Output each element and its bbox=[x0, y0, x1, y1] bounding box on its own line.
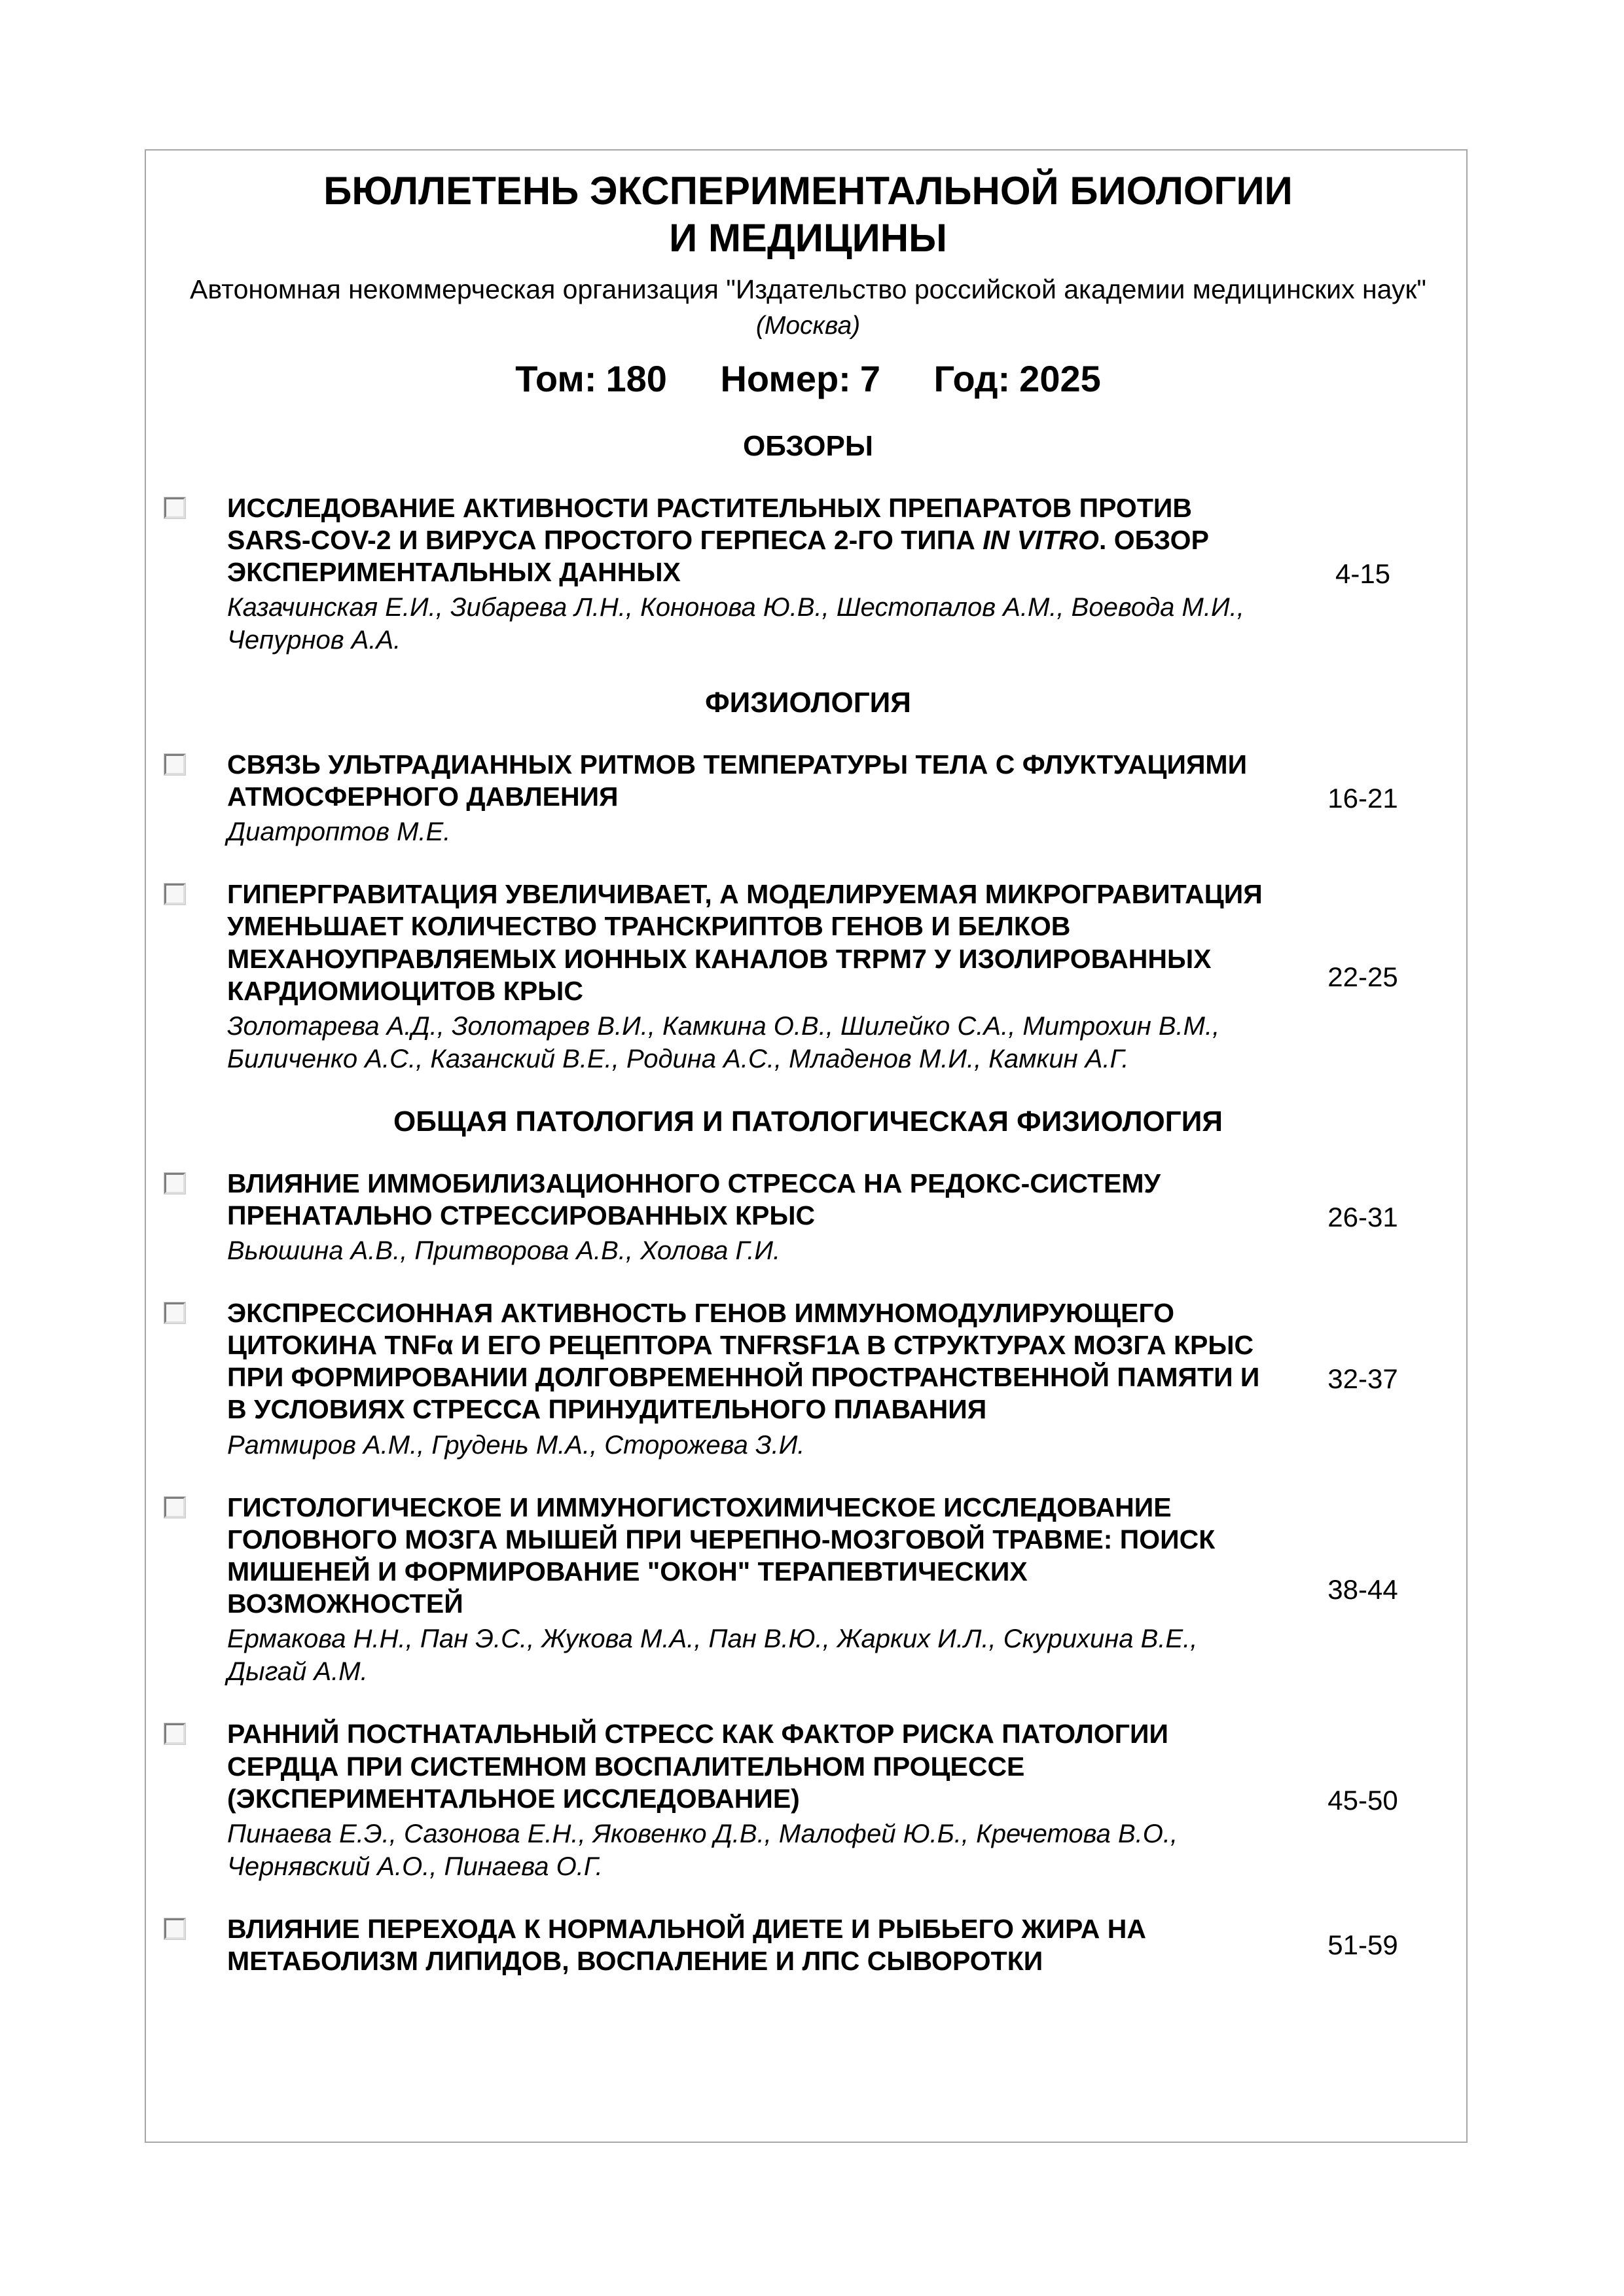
article-title: ГИПЕРГРАВИТАЦИЯ УВЕЛИЧИВАЕТ, А МОДЕЛИРУЕМАЯ МИКРОГРАВИТАЦИЯ УМЕНЬШАЕТ КОЛИЧЕСТВО ТРАНСКРИПТОВ ГЕНОВ И БЕЛКОВ МЕХАНОУПРАВЛЯЕМЫХ ИОННЫХ КАНАЛОВ TRPM7 У ИЗОЛИРОВАННЫХ КАРДИОМИОЦИТОВ КРЫС bbox=[227, 879, 1263, 1006]
article-text bbox=[227, 1492, 1265, 1689]
article-authors: Вьюшина А.В., Притворова А.В., Холова Г.И. bbox=[227, 1236, 781, 1265]
article-title: ГИСТОЛОГИЧЕСКОЕ И ИММУНОГИСТОХИМИЧЕСКОЕ ИССЛЕДОВАНИЕ ГОЛОВНОГО МОЗГА МЫШЕЙ ПРИ ЧЕРЕПНО-МОЗГОВОЙ ТРАВМЕ: ПОИСК МИШЕНЕЙ И ФОРМИРОВАНИЕ "ОКОН" ТЕРАПЕВТИЧЕСКИХ ВОЗМОЖНОСТЕЙ bbox=[227, 1492, 1216, 1619]
article-row bbox=[155, 1913, 1461, 1977]
publisher-name: Автономная некоммерческая организация "Издательство российской академии медицинских наук" bbox=[190, 274, 1426, 304]
year-label: Год: bbox=[933, 358, 1011, 400]
number-value: 7 bbox=[859, 358, 880, 400]
article-pages: 45-50 bbox=[1327, 1785, 1398, 1816]
article-pages: 22-25 bbox=[1327, 961, 1398, 992]
section-heading-physiology: ФИЗИОЛОГИЯ bbox=[705, 687, 911, 719]
article-title: ЭКСПРЕССИОННАЯ АКТИВНОСТЬ ГЕНОВ ИММУНОМОДУЛИРУЮЩЕГО ЦИТОКИНА TNFα И ЕГО РЕЦЕПТОРА TNFRSF1A В СТРУКТУРАХ МОЗГА КРЫС ПРИ ФОРМИРОВАНИИ ДОЛГОВРЕМЕННОЙ ПРОСТРАНСТВЕННОЙ ПАМЯТИ И В УСЛОВИЯХ СТРЕССА ПРИНУДИТЕЛЬНОГО ПЛАВАНИЯ bbox=[227, 1297, 1260, 1425]
article-pages: 51-59 bbox=[1327, 1929, 1398, 1961]
article-pages: 26-31 bbox=[1327, 1201, 1398, 1232]
number-label: Номер: bbox=[720, 358, 851, 400]
article-checkbox[interactable] bbox=[164, 1173, 185, 1194]
article-text bbox=[227, 1168, 1265, 1267]
article-checkbox[interactable] bbox=[164, 754, 185, 775]
year-group bbox=[934, 357, 1101, 400]
article-row bbox=[155, 492, 1461, 657]
article-text bbox=[227, 1718, 1265, 1883]
article-authors: Ратмиров А.М., Грудень М.А., Сторожева З.И. bbox=[227, 1430, 805, 1460]
article-pages: 4-15 bbox=[1335, 558, 1391, 590]
article-pages: 38-44 bbox=[1327, 1574, 1398, 1605]
article-title: СВЯЗЬ УЛЬТРАДИАННЫХ РИТМОВ ТЕМПЕРАТУРЫ ТЕЛА С ФЛУКТУАЦИЯМИ АТМОСФЕРНОГО ДАВЛЕНИЯ bbox=[227, 749, 1248, 812]
article-authors: Золотарева А.Д., Золотарев В.И., Камкина О.В., Шилейко С.А., Митрохин В.М., Биличенко А.С., Казанский В.Е., Родина А.С., Младенов М.И., Камкин А.Г. bbox=[227, 1011, 1220, 1073]
article-text bbox=[227, 1297, 1265, 1462]
article-pages: 32-37 bbox=[1327, 1363, 1398, 1395]
journal-header bbox=[155, 168, 1461, 400]
article-authors: Пинаева Е.Э., Сазонова Е.Н., Яковенко Д.В., Малофей Ю.Б., Кречетова В.О., Чернявский А.О., Пинаева О.Г. bbox=[227, 1819, 1178, 1881]
issue-info bbox=[155, 357, 1461, 400]
section-heading-general-pathology: ОБЩАЯ ПАТОЛОГИЯ И ПАТОЛОГИЧЕСКАЯ ФИЗИОЛОГИЯ bbox=[393, 1105, 1223, 1138]
article-text bbox=[227, 749, 1265, 848]
volume-group bbox=[515, 357, 667, 400]
article-checkbox[interactable] bbox=[164, 884, 185, 905]
journal-title-line1: БЮЛЛЕТЕНЬ ЭКСПЕРИМЕНТАЛЬНОЙ БИОЛОГИИ bbox=[323, 169, 1293, 213]
article-checkbox[interactable] bbox=[164, 1497, 185, 1518]
article-row bbox=[155, 1168, 1461, 1267]
year-value: 2025 bbox=[1019, 358, 1101, 400]
article-row bbox=[155, 1492, 1461, 1689]
article-title-italic-part: IN VITRO bbox=[983, 524, 1099, 555]
section-heading-reviews: ОБЗОРЫ bbox=[743, 430, 873, 463]
article-checkbox[interactable] bbox=[164, 1723, 185, 1744]
article-authors: Ермакова Н.Н., Пан Э.С., Жукова М.А., Пан В.Ю., Жарких И.Л., Скурихина В.Е., Дыгай А.М. bbox=[227, 1624, 1198, 1687]
article-authors: Диатроптов М.Е. bbox=[227, 817, 451, 847]
article-title: ВЛИЯНИЕ ИММОБИЛИЗАЦИОННОГО СТРЕССА НА РЕДОКС-СИСТЕМУ ПРЕНАТАЛЬНО СТРЕССИРОВАННЫХ КРЫС bbox=[227, 1168, 1161, 1230]
article-authors: Казачинская Е.И., Зибарева Л.Н., Кононова Ю.В., Шестопалов А.М., Воевода М.И., Чепурнов А.А. bbox=[227, 593, 1244, 655]
article-row bbox=[155, 1718, 1461, 1883]
article-row bbox=[155, 1297, 1461, 1462]
article-title: РАННИЙ ПОСТНАТАЛЬНЫЙ СТРЕСС КАК ФАКТОР РИСКА ПАТОЛОГИИ СЕРДЦА ПРИ СИСТЕМНОМ ВОСПАЛИТЕЛЬНОМ ПРОЦЕССЕ (ЭКСПЕРИМЕНТАЛЬНОЕ ИССЛЕДОВАНИЕ) bbox=[227, 1719, 1168, 1814]
article-title: ИССЛЕДОВАНИЕ АКТИВНОСТИ РАСТИТЕЛЬНЫХ ПРЕПАРАТОВ ПРОТИВ SARS-COV-2 И ВИРУСА ПРОСТОГО ГЕРПЕСА 2-ГО ТИПА IN VITRO. ОБЗОР ЭКСПЕРИМЕНТАЛЬНЫХ ДАННЫХ bbox=[227, 492, 1209, 588]
volume-value: 180 bbox=[605, 358, 667, 400]
article-checkbox[interactable] bbox=[164, 1302, 185, 1323]
publisher-city: (Москва) bbox=[755, 312, 861, 340]
article-text bbox=[227, 492, 1265, 657]
article-title: ВЛИЯНИЕ ПЕРЕХОДА К НОРМАЛЬНОЙ ДИЕТЕ И РЫБЬЕГО ЖИРА НА МЕТАБОЛИЗМ ЛИПИДОВ, ВОСПАЛЕНИЕ И ЛПС СЫВОРОТКИ bbox=[227, 1913, 1146, 1977]
toc-content-box bbox=[145, 149, 1468, 2143]
article-pages: 16-21 bbox=[1327, 783, 1398, 814]
journal-title bbox=[155, 168, 1461, 262]
article-checkbox[interactable] bbox=[164, 497, 185, 518]
volume-label: Том: bbox=[515, 358, 597, 400]
article-row bbox=[155, 878, 1461, 1075]
article-text bbox=[227, 1913, 1265, 1977]
article-row bbox=[155, 749, 1461, 848]
article-checkbox[interactable] bbox=[164, 1918, 185, 1939]
journal-title-line2: И МЕДИЦИНЫ bbox=[669, 216, 947, 260]
number-group bbox=[720, 357, 880, 400]
article-text bbox=[227, 878, 1265, 1075]
